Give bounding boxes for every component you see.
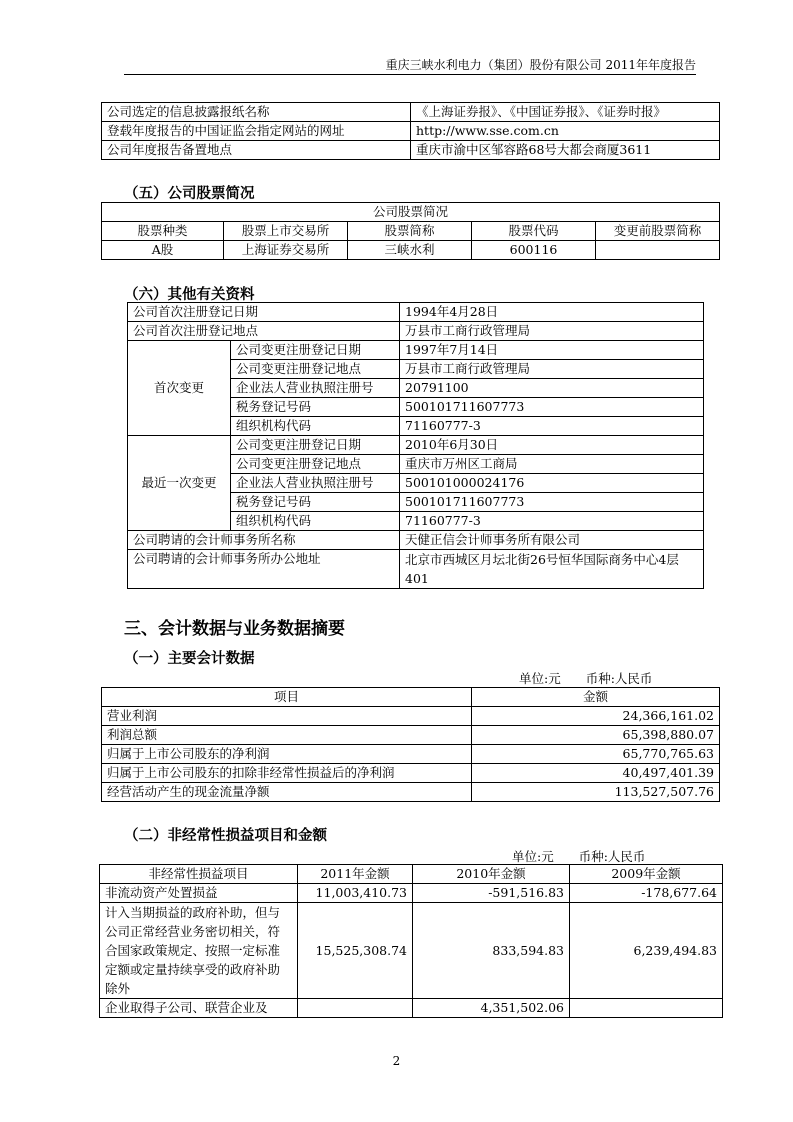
- registration-table: [127, 302, 704, 589]
- row-value: 500101000024176: [400, 474, 704, 493]
- table-header-row: [102, 688, 720, 707]
- amount-2010: 4,351,502.06: [413, 999, 570, 1018]
- row-label: 公司变更注册登记日期: [231, 341, 400, 360]
- table-row: [102, 707, 720, 726]
- section-heading-other-info: （六）其他有关资料: [124, 287, 255, 303]
- row-label: 公司首次注册登记日期: [128, 303, 400, 322]
- table-row: [128, 531, 704, 550]
- table-row: [102, 241, 720, 260]
- row-value: 2010年6月30日: [400, 436, 704, 455]
- table-row: [128, 322, 704, 341]
- header-divider: [124, 74, 696, 75]
- row-value: 20791100: [400, 379, 704, 398]
- row-label: 税务登记号码: [231, 493, 400, 512]
- last-change-group: 最近一次变更: [128, 436, 231, 531]
- row-label: 组织机构代码: [231, 512, 400, 531]
- table-row: [102, 783, 720, 802]
- table-row: [100, 999, 723, 1018]
- unit-note: 单位:元 币种:人民币: [519, 671, 653, 686]
- stock-code: 600116: [472, 241, 596, 260]
- row-value: 500101711607773: [400, 493, 704, 512]
- report-header: 重庆三峡水利电力（集团）股份有限公司 2011年年度报告: [385, 58, 696, 72]
- row-label: 公司聘请的会计师事务所办公地址: [128, 550, 400, 589]
- stock-type: A股: [102, 241, 224, 260]
- stock-short-name: 三峡水利: [348, 241, 472, 260]
- amount-2009: 6,239,494.83: [570, 903, 723, 999]
- amount-2009: [570, 999, 723, 1018]
- info-label: 公司选定的信息披露报纸名称: [102, 103, 411, 122]
- column-header: 股票代码: [472, 222, 596, 241]
- table-row: [102, 141, 720, 160]
- item-label: 非流动资产处置损益: [100, 884, 298, 903]
- table-row: [102, 103, 720, 122]
- row-value: 71160777-3: [400, 512, 704, 531]
- disclosure-info-table: [101, 102, 720, 160]
- amount-2011: 15,525,308.74: [298, 903, 413, 999]
- table-row: [128, 436, 704, 455]
- row-value: 71160777-3: [400, 417, 704, 436]
- item-amount: 65,770,765.63: [472, 745, 720, 764]
- nonrecurring-table: [99, 864, 723, 1018]
- row-value: 1997年7月14日: [400, 341, 704, 360]
- unit-note: 单位:元 币种:人民币: [512, 849, 646, 864]
- info-label: 登载年度报告的中国证监会指定网站的网址: [102, 122, 411, 141]
- amount-2010: -591,516.83: [413, 884, 570, 903]
- table-row: [102, 122, 720, 141]
- table-header-row: [100, 865, 723, 884]
- item-amount: 40,497,401.39: [472, 764, 720, 783]
- info-value: http://www.sse.com.cn: [411, 122, 720, 141]
- table-row: [102, 764, 720, 783]
- table-row: [100, 884, 723, 903]
- page-number: 2: [392, 1054, 401, 1068]
- former-short-name: [596, 241, 720, 260]
- stock-table-title: 公司股票简况: [102, 203, 720, 222]
- table-row: [128, 303, 704, 322]
- item-label: 经营活动产生的现金流量净额: [102, 783, 472, 802]
- table-row: [102, 726, 720, 745]
- item-label: 企业取得子公司、联营企业及: [100, 999, 298, 1018]
- row-label: 公司变更注册登记地点: [231, 360, 400, 379]
- item-label: 营业利润: [102, 707, 472, 726]
- item-label: 利润总额: [102, 726, 472, 745]
- table-header-row: [102, 222, 720, 241]
- row-value: 1994年4月28日: [400, 303, 704, 322]
- section-heading-nonrecurring: （二）非经常性损益项目和金额: [124, 828, 327, 844]
- amount-2009: -178,677.64: [570, 884, 723, 903]
- row-label: 公司变更注册登记地点: [231, 455, 400, 474]
- info-label: 公司年度报告备置地点: [102, 141, 411, 160]
- chapter-heading: 三、会计数据与业务数据摘要: [124, 619, 345, 639]
- section-heading-stock: （五）公司股票简况: [124, 186, 255, 202]
- amount-2010: 833,594.83: [413, 903, 570, 999]
- stock-exchange: 上海证券交易所: [224, 241, 348, 260]
- row-value: 天健正信会计师事务所有限公司: [400, 531, 704, 550]
- info-value: 《上海证券报》、《中国证券报》、《证券时报》: [411, 103, 720, 122]
- row-label: 公司聘请的会计师事务所名称: [128, 531, 400, 550]
- row-value: 北京市西城区月坛北街26号恒华国际商务中心4层401: [400, 550, 704, 589]
- item-amount: 113,527,507.76: [472, 783, 720, 802]
- column-header: 项目: [102, 688, 472, 707]
- row-label: 企业法人营业执照注册号: [231, 379, 400, 398]
- amount-2011: [298, 999, 413, 1018]
- section-heading-main-data: （一）主要会计数据: [124, 651, 255, 667]
- item-label: 归属于上市公司股东的扣除非经常性损益后的净利润: [102, 764, 472, 783]
- amount-2011: 11,003,410.73: [298, 884, 413, 903]
- row-label: 企业法人营业执照注册号: [231, 474, 400, 493]
- column-header: 股票简称: [348, 222, 472, 241]
- column-header: 非经常性损益项目: [100, 865, 298, 884]
- table-row: [128, 550, 704, 589]
- row-value: 万县市工商行政管理局: [400, 322, 704, 341]
- item-amount: 65,398,880.07: [472, 726, 720, 745]
- row-value: 万县市工商行政管理局: [400, 360, 704, 379]
- column-header: 2010年金额: [413, 865, 570, 884]
- row-label: 税务登记号码: [231, 398, 400, 417]
- stock-table: [101, 202, 720, 260]
- info-value: 重庆市渝中区邹容路68号大都会商厦3611: [411, 141, 720, 160]
- item-label: 归属于上市公司股东的净利润: [102, 745, 472, 764]
- row-label: 组织机构代码: [231, 417, 400, 436]
- column-header: 2011年金额: [298, 865, 413, 884]
- column-header: 股票上市交易所: [224, 222, 348, 241]
- main-accounting-table: [101, 687, 720, 802]
- row-value: 500101711607773: [400, 398, 704, 417]
- row-label: 公司首次注册登记地点: [128, 322, 400, 341]
- table-row: [102, 745, 720, 764]
- row-label: 公司变更注册登记日期: [231, 436, 400, 455]
- column-header: 股票种类: [102, 222, 224, 241]
- item-label: 计入当期损益的政府补助，但与公司正常经营业务密切相关，符合国家政策规定、按照一定标准定额或定量持续享受的政府补助除外: [100, 903, 298, 999]
- first-change-group: 首次变更: [128, 341, 231, 436]
- column-header: 2009年金额: [570, 865, 723, 884]
- item-amount: 24,366,161.02: [472, 707, 720, 726]
- table-row: [100, 903, 723, 999]
- column-header: 金额: [472, 688, 720, 707]
- row-value: 重庆市万州区工商局: [400, 455, 704, 474]
- column-header: 变更前股票简称: [596, 222, 720, 241]
- table-row: [128, 341, 704, 360]
